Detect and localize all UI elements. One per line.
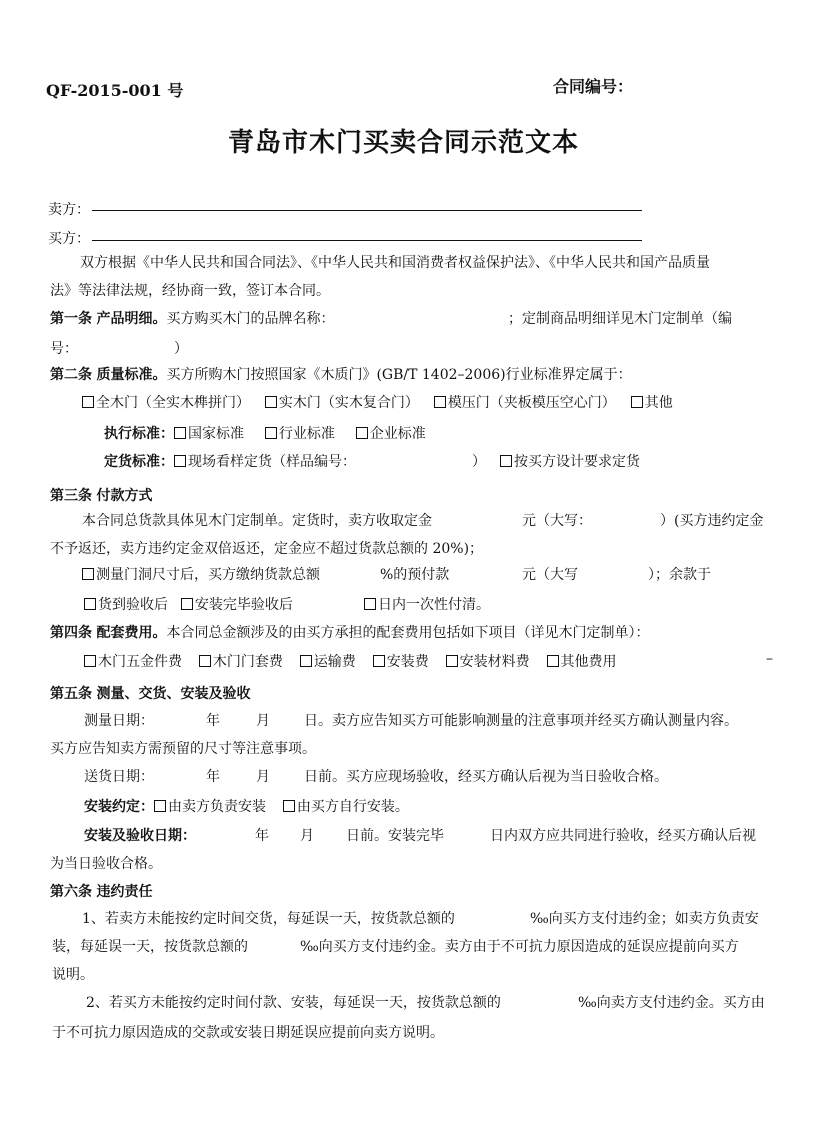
checkbox[interactable]	[181, 598, 193, 610]
article-3-p3b: %的预付款	[380, 567, 450, 583]
article-6-heading: 第六条	[50, 884, 92, 900]
accept-rest: 日内双方应共同进行验收，经买方确认后视	[490, 828, 756, 844]
article-6-p1c: 装，每延误一天，按货款总额的	[52, 939, 248, 955]
article-3-p1c: ）(买方违约定金	[660, 513, 764, 529]
article-3-heading: 第三条	[50, 488, 92, 504]
article-6-p1a: 1、若卖方未能按约定时间交货，每延误一天，按货款总额的	[82, 911, 455, 927]
article-6-p1d: ‰向买方支付违约金。卖方由于不可抗力原因造成的延误应提前向买方	[300, 939, 739, 955]
checkbox[interactable]	[631, 396, 643, 408]
article-5-heading-row	[50, 683, 250, 703]
exec-standard-row: 执行标准： 国家标准 行业标准 企业标准	[104, 426, 426, 442]
delivery-year: 年	[206, 769, 220, 785]
article-1-heading: 第一条	[50, 311, 92, 327]
article-6-p1e: 说明。	[52, 967, 94, 983]
article-3-p3c: 元（大写	[522, 567, 578, 583]
article-6-p2b: ‰向卖方支付违约金。买方由	[578, 995, 765, 1011]
document-code: QF-2015-001 号	[46, 81, 184, 100]
order-standard-row: 定货标准： 现场看样定货（样品编号：	[104, 454, 356, 470]
article-2-line-1: 第二条 质量标准。买方所购木门按照国家《木质门》(GB/T 1402–2006)行业标准界定属于：	[50, 367, 632, 383]
article-2-title: 质量标准。	[96, 367, 167, 383]
measure-line-2: 买方应告知卖方需预留的尺寸等注意事项。	[50, 741, 316, 757]
checkbox[interactable]	[154, 800, 166, 812]
checkbox[interactable]	[547, 655, 559, 667]
measure-day-text: 日。卖方应告知买方可能影响测量的注意事项并经买方确认测量内容。	[304, 713, 738, 729]
article-3-p1a: 本合同总货款具体见木门定制单。定货时，卖方收取定金	[82, 513, 432, 529]
article-1-text-d: ）	[174, 341, 188, 357]
article-3-p3a: 测量门洞尺寸后，买方缴纳货款总额	[82, 564, 320, 584]
checkbox[interactable]	[199, 655, 211, 667]
article-3-p4c: 日内一次性付清。	[364, 594, 490, 614]
article-6-heading-row	[50, 881, 152, 901]
accept-day-text: 日前。安装完毕	[346, 828, 444, 844]
checkbox[interactable]	[174, 427, 186, 439]
checkbox[interactable]	[446, 655, 458, 667]
buyer-field[interactable]	[92, 240, 642, 241]
article-4-line-1: 第四条 配套费用。本合同总金额涉及的由买方承担的配套费用包括如下项目（详见木门定制单）：	[50, 625, 650, 641]
article-6-p2c: 于不可抗力原因造成的交款或安装日期延误应提前向卖方说明。	[52, 1025, 444, 1041]
measure-label: 测量日期：	[84, 713, 154, 729]
article-3-heading-row	[50, 485, 152, 505]
article-1-text-c: 号：	[50, 341, 78, 357]
order-option-2: 按买方设计要求定货	[500, 451, 640, 471]
checkbox[interactable]	[265, 396, 277, 408]
delivery-label: 送货日期：	[84, 769, 154, 785]
install-row: 安装约定： 由卖方负责安装 由买方自行安装。	[84, 799, 409, 815]
checkbox[interactable]	[373, 655, 385, 667]
article-1-text-b: ；定制商品明细详见木门定制单（编	[508, 311, 732, 327]
checkbox[interactable]	[265, 427, 277, 439]
document-title: 青岛市木门买卖合同示范文本	[228, 128, 580, 158]
buyer-label: 买方：	[48, 231, 90, 247]
accept-month: 月	[300, 828, 314, 844]
article-4-title: 配套费用。	[96, 625, 167, 641]
accept-label: 安装及验收日期：	[84, 828, 196, 844]
article-2-heading: 第二条	[50, 367, 92, 383]
accept-line-2: 为当日验收合格。	[50, 856, 162, 872]
delivery-month: 月	[256, 769, 270, 785]
article-6-p1b: ‰向买方支付违约金；如卖方负责安	[530, 911, 759, 927]
checkbox[interactable]	[84, 598, 96, 610]
intro-line-1: 双方根据《中华人民共和国合同法》、《中华人民共和国消费者权益保护法》、《中华人民共和国产品质量	[80, 255, 710, 271]
accept-year: 年	[255, 828, 269, 844]
article-6-p2a: 2、若买方未能按约定时间付款、安装，每延误一天，按货款总额的	[86, 995, 501, 1011]
article-1-line-1: 第一条 产品明细。买方购买木门的品牌名称：	[50, 311, 335, 327]
article-3-p4: 货到验收后 安装完毕验收后	[84, 594, 293, 614]
article-1-title: 产品明细。	[96, 311, 167, 327]
measure-month: 月	[256, 713, 270, 729]
checkbox[interactable]	[84, 655, 96, 667]
article-4-dash: –	[766, 651, 773, 667]
measure-year: 年	[206, 713, 220, 729]
article-6-title: 违约责任	[96, 884, 153, 900]
article-5-title: 测量、交货、安装及验收	[96, 686, 251, 702]
checkbox[interactable]	[283, 800, 295, 812]
checkbox[interactable]	[434, 396, 446, 408]
checkbox[interactable]	[82, 396, 94, 408]
seller-field[interactable]	[92, 210, 642, 211]
checkbox[interactable]	[356, 427, 368, 439]
article-4-heading: 第四条	[50, 625, 92, 641]
order-option-1-end: ）	[472, 454, 486, 470]
checkbox[interactable]	[174, 455, 186, 467]
article-2-options: 全木门（全实木榫拼门） 实木门（实木复合门） 模压门（夹板模压空心门） 其他	[82, 392, 673, 412]
article-5-heading: 第五条	[50, 686, 92, 702]
intro-line-2: 法》等法律法规，经协商一致，签订本合同。	[50, 283, 330, 299]
delivery-day-text: 日前。买方应现场验收，经买方确认后视为当日验收合格。	[304, 769, 668, 785]
article-3-p2: 不予返还，卖方违约定金双倍返还，定金应不超过货款总额的 20%)；	[50, 541, 484, 557]
checkbox[interactable]	[300, 655, 312, 667]
article-3-title: 付款方式	[96, 488, 153, 504]
checkbox[interactable]	[500, 455, 512, 467]
checkbox[interactable]	[364, 598, 376, 610]
contract-number-label: 合同编号：	[553, 77, 634, 96]
article-4-options: 木门五金件费 木门门套费 运输费 安装费 安装材料费 其他费用	[84, 651, 617, 671]
article-3-p3d: ）；余款于	[648, 567, 711, 583]
checkbox[interactable]	[82, 568, 94, 580]
seller-label: 卖方：	[48, 202, 90, 218]
article-3-p1b: 元（大写：	[522, 513, 592, 529]
